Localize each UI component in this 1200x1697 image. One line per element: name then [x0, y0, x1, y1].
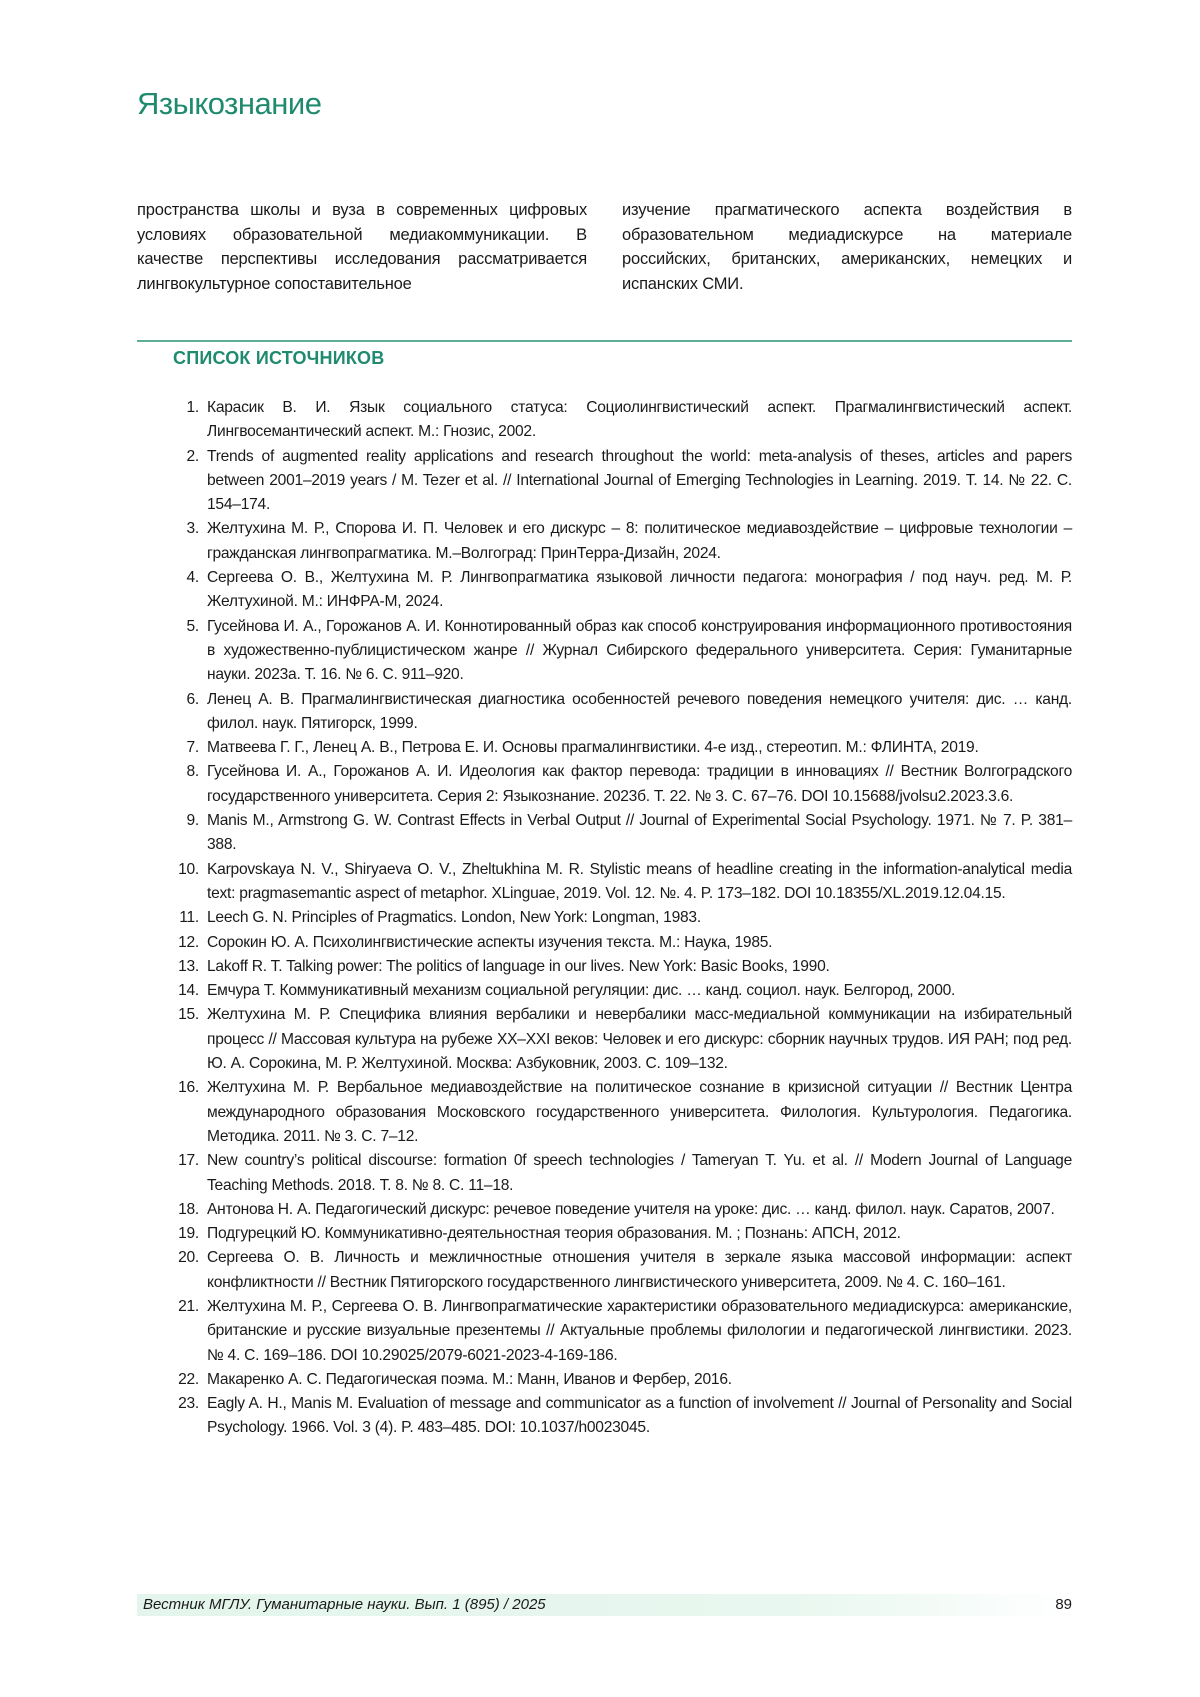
reference-text: New country’s political discourse: formation 0f speech technologies / Tameryan T. Yu. et al. // Modern Journal of Language Teaching Methods. 2018. Т. 8. № 8. С. 11–18.	[207, 1149, 1072, 1198]
reference-text: Lakoff R. T. Talking power: The politics of language in our lives. New York: Basic Books, 1990.	[207, 955, 1072, 979]
reference-text: Желтухина М. Р. Вербальное медиавоздействие на политическое сознание в кризисной ситуации // Вестник Центра международного образования Московского государственного университета. Филология. Культурология. Педагогика. Методика. 2011. № 3. С. 7–12.	[207, 1076, 1072, 1149]
reference-item	[137, 396, 1072, 445]
reference-text: Желтухина М. Р., Спорова И. П. Человек и его дискурс – 8: политическое медиавоздействие – цифровые технологии – гражданская лингвопрагматика. М.–Волгоград: ПринТерра-Дизайн, 2024.	[207, 517, 1072, 566]
reference-number: 14.	[137, 979, 207, 1003]
reference-number: 12.	[137, 931, 207, 955]
page-footer	[137, 1594, 1072, 1616]
reference-item	[137, 1003, 1072, 1076]
reference-text: Гусейнова И. А., Горожанов А. И. Коннотированный образ как способ конструирования информационного противостояния в художественно-публицистическом жанре // Журнал Сибирского федерального университета. Серия: Гуманитарные науки. 2023а. Т. 16. № 6. С. 911–920.	[207, 615, 1072, 688]
reference-number: 23.	[137, 1392, 207, 1441]
reference-item	[137, 1392, 1072, 1441]
reference-number: 11.	[137, 906, 207, 930]
reference-text: Матвеева Г. Г., Ленец А. В., Петрова Е. И. Основы прагмалингвистики. 4-е изд., стереотип. М.: ФЛИНТА, 2019.	[207, 736, 1072, 760]
reference-item	[137, 736, 1072, 760]
reference-item	[137, 979, 1072, 1003]
reference-number: 4.	[137, 566, 207, 615]
reference-number: 22.	[137, 1368, 207, 1392]
reference-text: Trends of augmented reality applications and research throughout the world: meta-analysis of theses, articles and papers between 2001–2019 years / M. Tezer et al. // International Journal of Emerging Technologies in Learning. 2019. Т. 14. № 22. С. 154–174.	[207, 445, 1072, 518]
reference-number: 18.	[137, 1198, 207, 1222]
reference-text: Ленец А. В. Прагмалингвистическая диагностика особенностей речевого поведения немецкого учителя: дис. … канд. филол. наук. Пятигорск, 1999.	[207, 688, 1072, 737]
abstract-columns	[137, 198, 1072, 296]
reference-number: 21.	[137, 1295, 207, 1368]
reference-text: Антонова Н. А. Педагогический дискурс: речевое поведение учителя на уроке: дис. … канд. филол. наук. Саратов, 2007.	[207, 1198, 1072, 1222]
reference-number: 6.	[137, 688, 207, 737]
reference-item	[137, 1149, 1072, 1198]
reference-item	[137, 931, 1072, 955]
reference-number: 9.	[137, 809, 207, 858]
reference-text: Manis M., Armstrong G. W. Contrast Effects in Verbal Output // Journal of Experimental Social Psychology. 1971. № 7. P. 381–388.	[207, 809, 1072, 858]
reference-text: Емчура Т. Коммуникативный механизм социальной регуляции: дис. … канд. социол. наук. Белгород, 2000.	[207, 979, 1072, 1003]
references-heading: СПИСОК ИСТОЧНИКОВ	[173, 348, 384, 369]
reference-text: Karpovskaya N. V., Shiryaeva O. V., Zheltukhina M. R. Stylistic means of headline creating in the information-analytical media text: pragmasemantic aspect of metaphor. XLinguae, 2019. Vol. 12. №. 4. P. 173–182. DOI 10.18355/XL.2019.12.04.15.	[207, 858, 1072, 907]
journal-name: Вестник МГЛУ. Гуманитарные науки. Вып. 1 (895) / 2025	[143, 1596, 546, 1613]
reference-text: Гусейнова И. А., Горожанов А. И. Идеология как фактор перевода: традиции в инновациях // Вестник Волгоградского государственного университета. Серия 2: Языкознание. 2023б. Т. 22. № 3. С. 67–76. DOI 10.15688/jvolsu2.2023.3.6.	[207, 760, 1072, 809]
reference-number: 3.	[137, 517, 207, 566]
divider	[137, 340, 1072, 342]
reference-text: Сорокин Ю. А. Психолингвистические аспекты изучения текста. М.: Наука, 1985.	[207, 931, 1072, 955]
reference-text: Leech G. N. Principles of Pragmatics. London, New York: Longman, 1983.	[207, 906, 1072, 930]
reference-text: Карасик В. И. Язык социального статуса: Социолингвистический аспект. Прагмалингвистический аспект. Лингвосемантический аспект. М.: Гнозис, 2002.	[207, 396, 1072, 445]
reference-item	[137, 1295, 1072, 1368]
reference-number: 17.	[137, 1149, 207, 1198]
reference-number: 5.	[137, 615, 207, 688]
reference-text: Желтухина М. Р., Сергеева О. В. Лингвопрагматические характеристики образовательного медиадискурса: американские, британские и русские визуальные презентемы // Актуальные проблемы филологии и педагогической лингвистики. 2023. № 4. С. 169–186. DOI 10.29025/2079-6021-2023-4-169-186.	[207, 1295, 1072, 1368]
section-title: Языкознание	[137, 86, 321, 122]
reference-number: 10.	[137, 858, 207, 907]
reference-text: Eagly A. H., Manis M. Evaluation of message and communicator as a function of involvement // Journal of Personality and Social Psychology. 1966. Vol. 3 (4). P. 483–485. DOI: 10.1037/h0023045.	[207, 1392, 1072, 1441]
reference-text: Макаренко А. С. Педагогическая поэма. М.: Манн, Иванов и Фербер, 2016.	[207, 1368, 1072, 1392]
reference-text: Сергеева О. В., Желтухина М. Р. Лингвопрагматика языковой личности педагога: монография / под науч. ред. М. Р. Желтухиной. М.: ИНФРА-М, 2024.	[207, 566, 1072, 615]
references-list	[137, 396, 1072, 1441]
reference-item	[137, 517, 1072, 566]
reference-item	[137, 1246, 1072, 1295]
reference-number: 15.	[137, 1003, 207, 1076]
reference-item	[137, 760, 1072, 809]
reference-item	[137, 1222, 1072, 1246]
reference-item	[137, 955, 1072, 979]
reference-number: 1.	[137, 396, 207, 445]
reference-number: 13.	[137, 955, 207, 979]
reference-item	[137, 809, 1072, 858]
reference-item	[137, 445, 1072, 518]
reference-item	[137, 566, 1072, 615]
reference-item	[137, 858, 1072, 907]
reference-number: 7.	[137, 736, 207, 760]
reference-item	[137, 615, 1072, 688]
reference-number: 8.	[137, 760, 207, 809]
reference-text: Подгурецкий Ю. Коммуникативно-деятельностная теория образования. М. ; Познань: АПСН, 2012.	[207, 1222, 1072, 1246]
reference-text: Сергеева О. В. Личность и межличностные отношения учителя в зеркале языка массовой информации: аспект конфликтности // Вестник Пятигорского государственного лингвистического университета, 2009. № 4. С. 160–161.	[207, 1246, 1072, 1295]
reference-item	[137, 688, 1072, 737]
reference-number: 16.	[137, 1076, 207, 1149]
reference-number: 2.	[137, 445, 207, 518]
reference-number: 19.	[137, 1222, 207, 1246]
reference-number: 20.	[137, 1246, 207, 1295]
reference-item	[137, 1198, 1072, 1222]
reference-item	[137, 1368, 1072, 1392]
reference-text: Желтухина М. Р. Специфика влияния вербалики и невербалики масс-медиальной коммуникации на избирательный процесс // Массовая культура на рубеже XX–XXI веков: Человек и его дискурс: сборник научных трудов. ИЯ РАН; под ред. Ю. А. Сорокина, М. Р. Желтухиной. Москва: Азбуковник, 2003. С. 109–132.	[207, 1003, 1072, 1076]
page-number: 89	[1055, 1596, 1072, 1613]
abstract-column-left: пространства школы и вуза в современных цифровых условиях образовательной медиакоммуникации. В качестве перспективы исследования рассматривается лингвокультурное сопоставительное	[137, 198, 587, 296]
abstract-column-right: изучение прагматического аспекта воздействия в образовательном медиадискурсе на материале российских, британских, американских, немецких и испанских СМИ.	[622, 198, 1072, 296]
reference-item	[137, 1076, 1072, 1149]
reference-item	[137, 906, 1072, 930]
